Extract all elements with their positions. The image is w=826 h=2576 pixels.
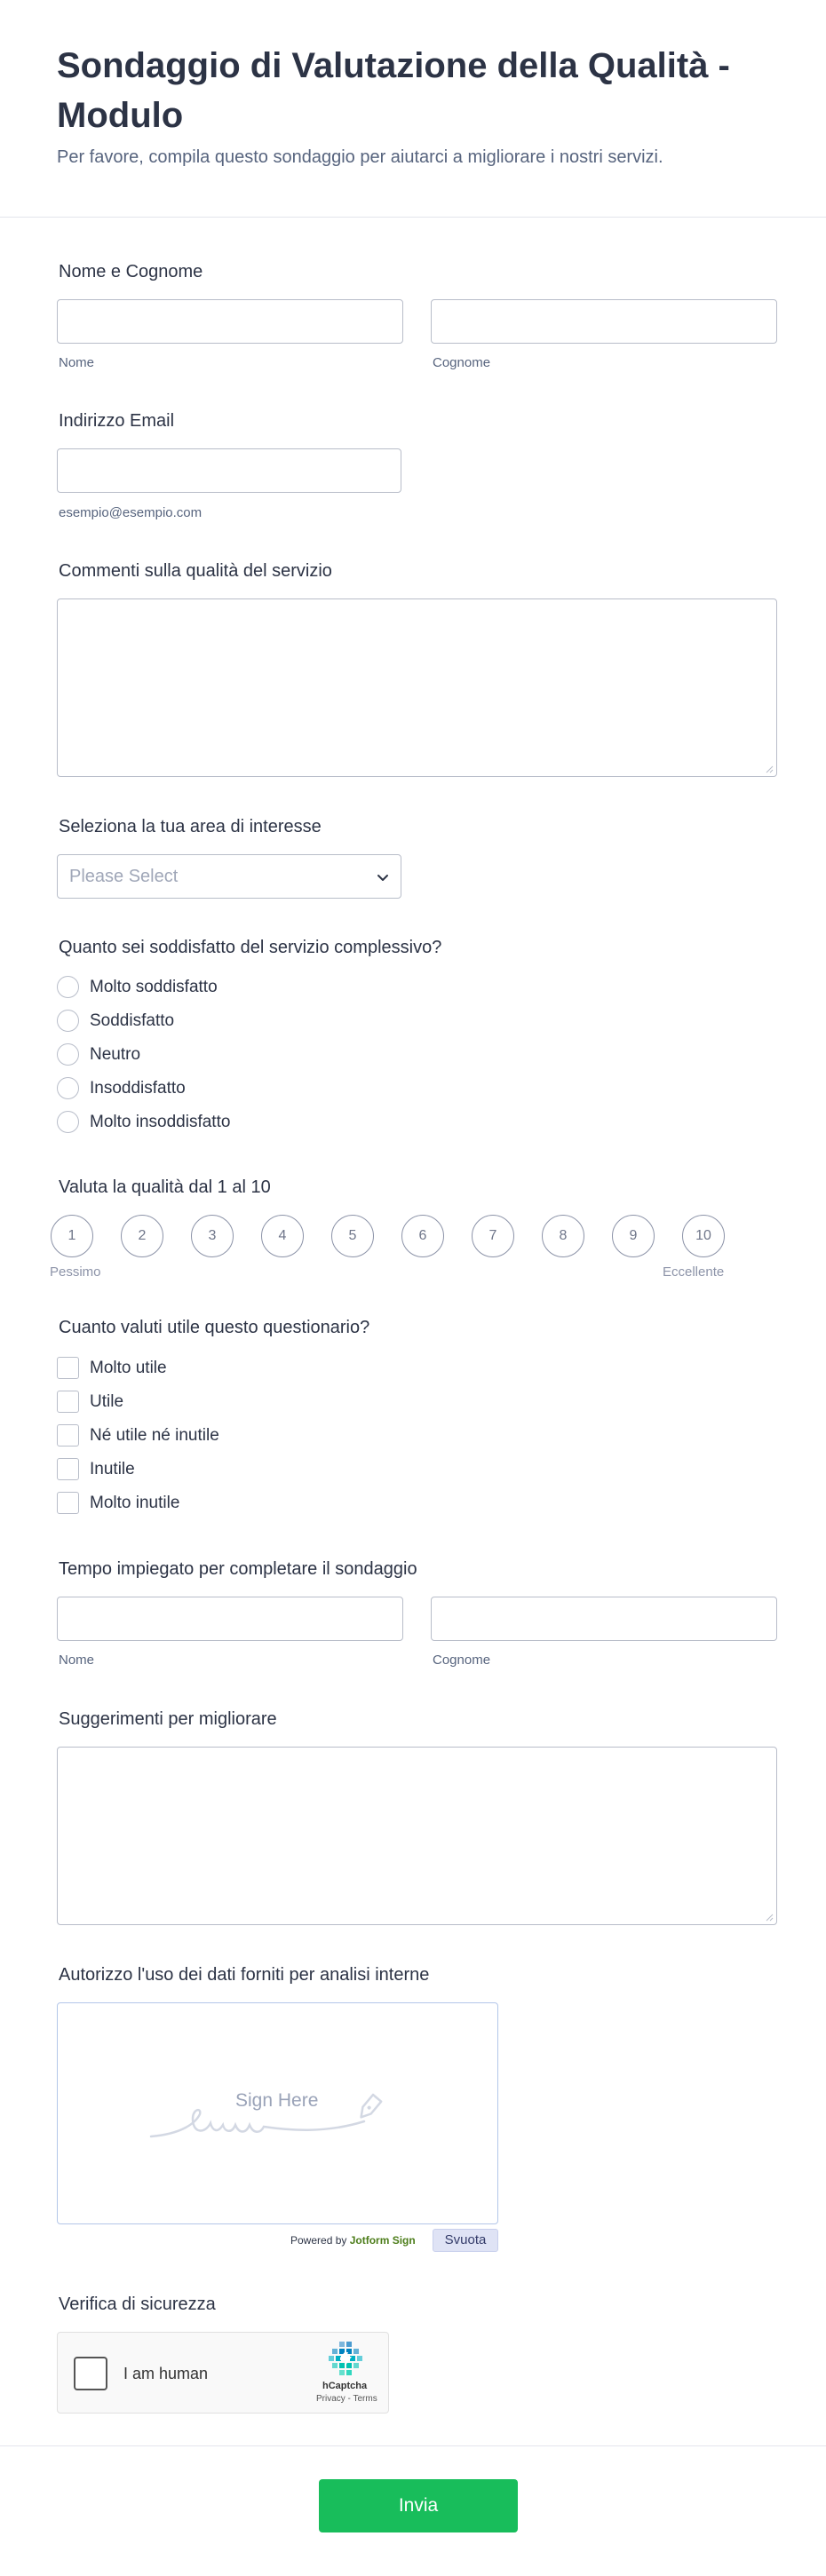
captcha-label: Verifica di sicurezza: [59, 2295, 216, 2314]
area-select[interactable]: [57, 854, 401, 899]
rating-option-7[interactable]: 7: [472, 1215, 514, 1257]
option-label: Utile: [90, 1392, 124, 1411]
time-spent-label: Tempo impiegato per completare il sondaggio: [59, 1559, 417, 1579]
rating-option-8[interactable]: 8: [542, 1215, 584, 1257]
rating-option-9[interactable]: 9: [612, 1215, 655, 1257]
powered-prefix: Powered by: [290, 2234, 347, 2247]
form-title: Sondaggio di Valutazione della Qualità - Modulo: [57, 46, 730, 135]
full-name-label: Nome e Cognome: [59, 262, 203, 281]
rating-min-caption: Pessimo: [50, 1264, 101, 1280]
rating-option-6[interactable]: 6: [401, 1215, 444, 1257]
rating-option-1[interactable]: 1: [51, 1215, 93, 1257]
chevron-down-icon: [376, 870, 390, 884]
hcaptcha-links[interactable]: Privacy - Terms: [316, 2394, 377, 2404]
email-sublabel: esempio@esempio.com: [59, 505, 203, 520]
form-subtitle: Per favore, compila questo sondaggio per aiutarci a migliorare i nostri servizi.: [57, 147, 663, 167]
rating-label: Valuta la qualità dal 1 al 10: [59, 1177, 271, 1197]
checkbox[interactable]: [57, 1492, 79, 1514]
signature-scribble-icon: [147, 2088, 413, 2150]
submit-button[interactable]: Invia: [319, 2479, 518, 2532]
email-input[interactable]: [57, 448, 401, 493]
radio-button[interactable]: [57, 1077, 79, 1099]
rating-option-5[interactable]: 5: [331, 1215, 374, 1257]
first-name-input[interactable]: [57, 299, 403, 344]
time-spent-first-sublabel: Nome: [59, 1653, 95, 1668]
option-label: Molto insoddisfatto: [90, 1113, 231, 1131]
radio-button[interactable]: [57, 1043, 79, 1066]
option-label: Neutro: [90, 1045, 141, 1064]
resize-handle-icon[interactable]: [765, 765, 774, 773]
rating-option-3[interactable]: 3: [191, 1215, 234, 1257]
suggestions-label: Suggerimenti per migliorare: [59, 1709, 277, 1729]
captcha-checkbox[interactable]: [74, 2357, 107, 2390]
rating-max-caption: Eccellente: [663, 1264, 725, 1280]
area-label: Seleziona la tua area di interesse: [59, 817, 322, 836]
area-select-placeholder: Please Select: [69, 867, 179, 886]
captcha-checkbox-label: I am human: [123, 2365, 209, 2382]
comments-textarea[interactable]: [57, 598, 777, 777]
rating-option-2[interactable]: 2: [121, 1215, 163, 1257]
checkbox[interactable]: [57, 1391, 79, 1413]
radio-button[interactable]: [57, 976, 79, 998]
first-name-sublabel: Nome: [59, 355, 95, 370]
last-name-sublabel: Cognome: [433, 355, 491, 370]
radio-button[interactable]: [57, 1111, 79, 1133]
hcaptcha-brand: hCaptcha: [322, 2381, 368, 2391]
option-label: Molto inutile: [90, 1494, 180, 1512]
rating-option-4[interactable]: 4: [261, 1215, 304, 1257]
satisfaction-label: Quanto sei soddisfatto del servizio complessivo?: [59, 938, 442, 957]
signature-placeholder: Sign Here: [235, 2090, 319, 2111]
option-label: Inutile: [90, 1460, 135, 1478]
option-label: Molto utile: [90, 1359, 167, 1377]
jotform-sign-brand: Jotform Sign: [349, 2234, 416, 2247]
checkbox[interactable]: [57, 1458, 79, 1480]
form-header: [0, 0, 826, 218]
signature-label: Autorizzo l'uso dei dati forniti per analisi interne: [59, 1965, 430, 1985]
suggestions-textarea[interactable]: [57, 1747, 777, 1925]
checkbox[interactable]: [57, 1357, 79, 1379]
option-label: Soddisfatto: [90, 1011, 175, 1030]
option-label: Insoddisfatto: [90, 1079, 186, 1098]
rating-option-10[interactable]: 10: [682, 1215, 725, 1257]
time-spent-first-input[interactable]: [57, 1597, 403, 1641]
resize-handle-icon[interactable]: [765, 1913, 774, 1922]
option-label: Né utile né inutile: [90, 1426, 219, 1445]
email-label: Indirizzo Email: [59, 411, 175, 431]
radio-button[interactable]: [57, 1010, 79, 1032]
powered-by-text: [290, 2234, 416, 2247]
signature-pad[interactable]: [57, 2002, 498, 2224]
hcaptcha-widget: [57, 2332, 389, 2414]
hcaptcha-logo-icon: [327, 2340, 366, 2379]
time-spent-second-sublabel: Cognome: [433, 1653, 491, 1668]
usefulness-label: Cuanto valuti utile questo questionario?: [59, 1318, 370, 1337]
clear-signature-button[interactable]: Svuota: [433, 2229, 498, 2252]
last-name-input[interactable]: [431, 299, 777, 344]
time-spent-second-input[interactable]: [431, 1597, 777, 1641]
checkbox[interactable]: [57, 1424, 79, 1447]
comments-label: Commenti sulla qualità del servizio: [59, 561, 332, 581]
option-label: Molto soddisfatto: [90, 978, 218, 996]
